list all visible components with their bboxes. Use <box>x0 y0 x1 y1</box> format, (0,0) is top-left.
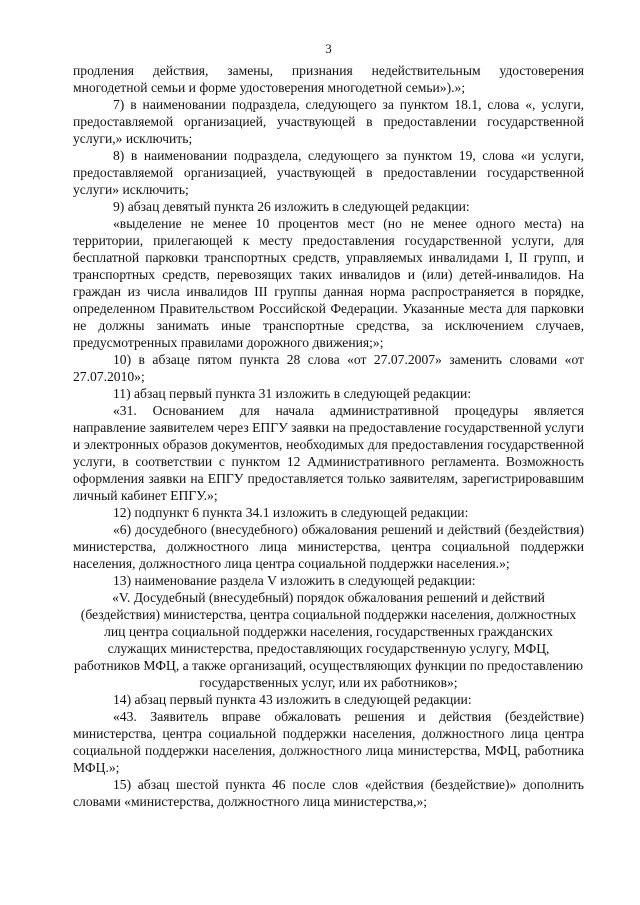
paragraph-quote-parking: «выделение не менее 10 процентов мест (но не менее одного места) на территории, прилегающей к месту предоставления государственной услуги, для бесплатной парковки транспортных средств, управляемых инвалидами I, II групп, и транспортных средств, перевозящих таких инвалидов и (или) детей-инвалидов. На граждан из числа инвалидов III группы данная норма распространяется в порядке, определенном Правительством Российской Федерации. Указанные места для парковки не должны занимать иные транспортные средства, за исключением случаев, предусмотренных правилами дорожного движения;»; <box>73 216 584 350</box>
paragraph-item-7: 7) в наименовании подраздела, следующего за пунктом 18.1, слова «, услуги, предоставляемой организацией, участвующей в предоставлении государственной услуги,» исключить; <box>73 97 584 146</box>
paragraph-quote-6: «6) досудебного (внесудебного) обжалования решений и действий (бездействия) министерства, должностного лица министерства, центра социальной поддержки населения, должностного лица центра социальной поддержки населения.»; <box>73 522 584 571</box>
page-number: 3 <box>325 41 332 56</box>
paragraph-item-8: 8) в наименовании подраздела, следующего за пунктом 19, слова «и услуги, предоставляемой организацией, участвующей в предоставлении государственной услуги» исключить; <box>73 148 584 197</box>
paragraph-item-11: 11) абзац первый пункта 31 изложить в следующей редакции: <box>113 386 472 401</box>
paragraph-quote-43: «43. Заявитель вправе обжаловать решения и действия (бездействие) министерства, центра социальной поддержки населения, должностного лица центра социальной поддержки населения, должностного лица министерства, МФЦ, работника МФЦ.»; <box>73 709 584 775</box>
section-v-heading: «V. Досудебный (внесудебный) порядок обжалования решений и действий (бездействия) министерства, центра социальной поддержки населения, должностных лиц центра социальной поддержки населения, государственных гражданских служащих министерства, предоставляющих государственную услугу, МФЦ, работников МФЦ, а также организаций, осуществляющих функции по предоставлению государственных услуг, или их работников»; <box>74 590 583 690</box>
paragraph-item-9: 9) абзац девятый пункта 26 изложить в следующей редакции: <box>113 199 470 214</box>
paragraph-item-13: 13) наименование раздела V изложить в следующей редакции: <box>113 573 476 588</box>
paragraph-item-10: 10) в абзаце пятом пункта 28 слова «от 27.07.2007» заменить словами «от 27.07.2010»; <box>73 352 584 384</box>
paragraph-item-14: 14) абзац первый пункта 43 изложить в следующей редакции: <box>113 692 472 707</box>
paragraph-item-15: 15) абзац шестой пункта 46 после слов «действия (бездействие)» дополнить словами «министерства, должностного лица министерства,»; <box>73 777 584 809</box>
paragraph-continuation: продления действия, замены, признания недействительным удостоверения многодетной семьи и форме удостоверения многодетной семьи»).»; <box>73 63 584 95</box>
paragraph-item-12: 12) подпункт 6 пункта 34.1 изложить в следующей редакции: <box>113 505 469 520</box>
paragraph-quote-31: «31. Основанием для начала административной процедуры является направление заявителем через ЕПГУ заявки на предоставление государственной услуги и электронных образов документов, необходимых для предоставления государственной услуги, в соответствии с пунктом 12 Административного регламента. Возможность оформления заявки на ЕПГУ предоставляется только заявителям, зарегистрировавшим личный кабинет ЕПГУ.»; <box>73 403 584 503</box>
